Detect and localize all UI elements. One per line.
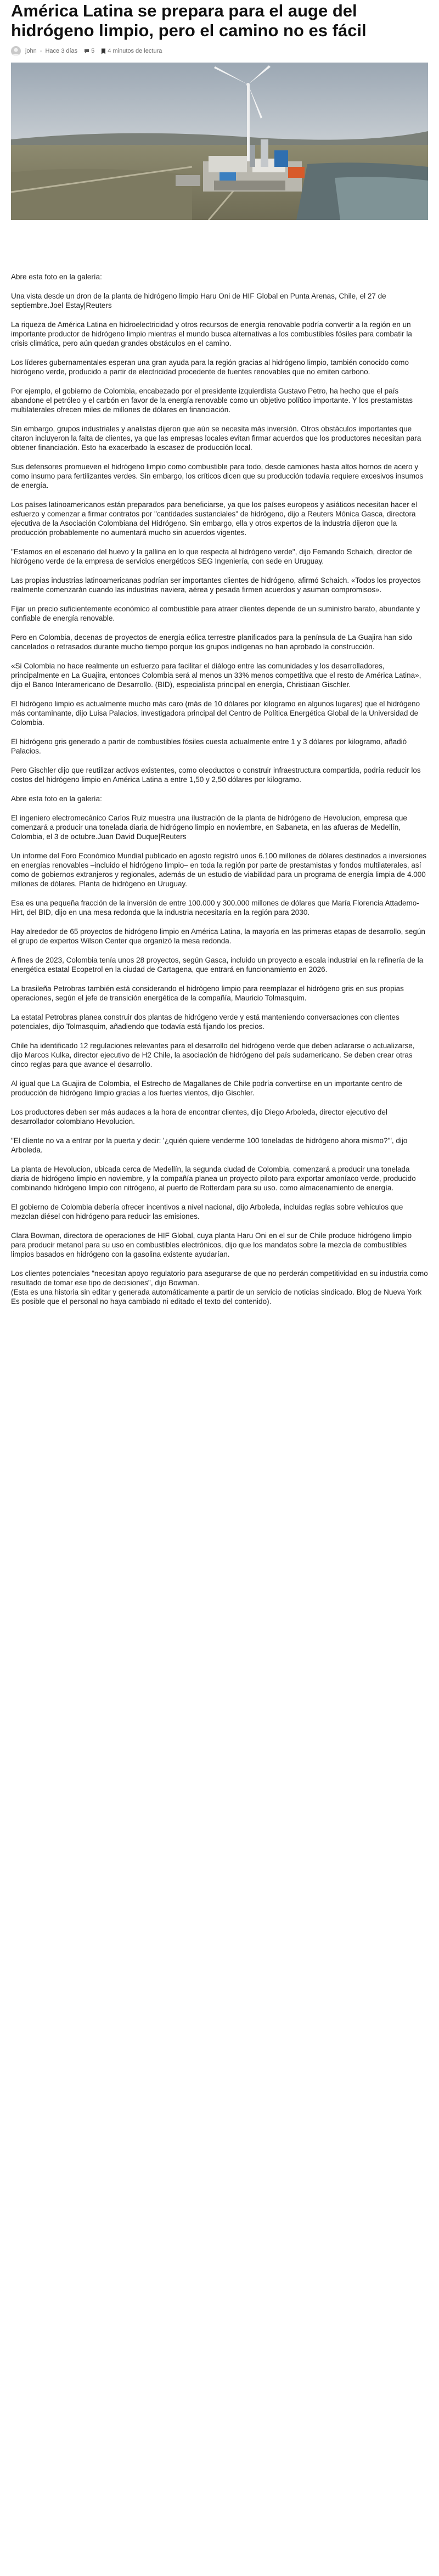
paragraph: Los líderes gubernamentales esperan una gran ayuda para la región gracias al hidrógeno limpio, también conocido como hidrógeno verde, producido a partir de electricidad procedente de fuentes renovables que no emiten carbono. (11, 358, 409, 376)
bookmark-icon (101, 48, 106, 54)
meta-separator: - (40, 48, 42, 54)
image-spacer (11, 220, 428, 272)
paragraph: Hay alrededor de 65 proyectos de hidrógeno limpio en América Latina, la mayoría en las primeras etapas de desarrollo, según el grupo de expertos Wilson Center que organizó la mesa redonda. (11, 927, 425, 945)
paragraph: Un informe del Foro Económico Mundial publicado en agosto registró unos 6.100 millones de dólares destinados a inversiones en energías renovables –incluido el hidrógeno limpio– en toda la región por parte de prestamistas y fondos multilaterales, así como de gobiernos extranjeros y regionales, además de un estudio de viabilidad para un programa de energía limpia de 4.000 millones de dólares. Planta de hidrógeno en Uruguay. (11, 852, 427, 888)
paragraph: Pero Gischler dijo que reutilizar activos existentes, como oleoductos o construir infraestructura compartida, podría reducir los costos del hidrógeno limpio en América Latina a entre 1,50 y 2,50 dólares por kilogramo. (11, 766, 421, 784)
paragraph: La estatal Petrobras planea construir dos plantas de hidrógeno verde y está manteniendo conversaciones con clientes potenciales, dijo Tolmasquim, añadiendo que todavía está fijando los precios. (11, 1013, 399, 1031)
paragraph: Sus defensores promueven el hidrógeno limpio como combustible para todo, desde camiones hasta altos hornos de acero y como insumo para fertilizantes verdes. Sin embargo, los críticos dicen que su producción todavía requiere excesivos insumos de energía. (11, 463, 424, 490)
article-title: América Latina se prepara para el auge del hidrógeno limpio, pero el camino no es fácil (11, 1, 367, 40)
paragraph: El hidrógeno limpio es actualmente mucho más caro (más de 10 dólares por kilogramo en algunos lugares) que el hidrógeno más contaminante, dijo Luisa Palacios, investigadora principal del Centro de Política Energética Global de la Universidad de Colombia. (11, 700, 420, 727)
hero-image (11, 63, 428, 220)
publish-date: Hace 3 días (45, 48, 78, 54)
paragraph: Los clientes potenciales "necesitan apoyo regulatorio para asegurarse de que no perderán competitividad en su industria como resultado de tomar ese tipo de decisiones", dijo Bowman. (Esta es una historia sin editar y generada automáticamente a partir de un servicio de noticias sindicado. Blog de Nueva York Es posible que el personal no haya cambiado ni editado el texto del contenido). (11, 1269, 428, 1306)
paragraph: El gobierno de Colombia debería ofrecer incentivos a nivel nacional, dijo Arboleda, incluidas reglas sobre vehículos que mezclan diésel con hidrógeno para reducir las emisiones. (11, 1203, 403, 1220)
comment-icon[interactable] (84, 48, 89, 54)
photo-caption: Una vista desde un dron de la planta de hidrógeno limpio Haru Oni de HIF Global en Punta Arenas, Chile, el 27 de septiembre.Joel Estay|Reuters (11, 292, 386, 310)
user-avatar-icon (11, 46, 21, 56)
paragraph: Pero en Colombia, decenas de proyectos de energía eólica terrestre planificados para la península de La Guajira han sido cancelados o retrasados durante mucho tiempo porque los grupos indígenas no han aprobado la construcción. (11, 633, 412, 651)
photo-caption: El ingeniero electromecánico Carlos Ruiz muestra una ilustración de la planta de hidrógeno de Hevolucion, empresa que comenzará a producir una tonelada diaria de hidrógeno limpio en noviembre, en Sabaneta, en las afueras de Medellín, Colombia, el 3 de octubre.Juan David Duque|Reuters (11, 814, 407, 841)
paragraph: Chile ha identificado 12 regulaciones relevantes para el desarrollo del hidrógeno verde que deben aclararse o actualizarse, dijo Marcos Kulka, director ejecutivo de H2 Chile, la asociación de hidrógeno del país sudamericano. Se deben crear otras cinco reglas para que avance el desarrollo. (11, 1042, 415, 1068)
paragraph: "Estamos en el escenario del huevo y la gallina en lo que respecta al hidrógeno verde", dijo Fernando Schaich, director de hidrógeno verde de la empresa de servicios energéticos SEG Ingeniería, con sede en Uruguay. (11, 548, 412, 565)
author-name[interactable]: john (25, 48, 37, 54)
paragraph: Por ejemplo, el gobierno de Colombia, encabezado por el presidente izquierdista Gustavo Petro, ha hecho que el país abandone el petróleo y el carbón en favor de la energía renovable como un objetivo político importante. Y los prestamistas multilaterales ofrecen miles de millones de dólares en financiación. (11, 387, 413, 414)
paragraph: A fines de 2023, Colombia tenía unos 28 proyectos, según Gasca, incluido un proyecto a escala industrial en la refinería de la energética estatal Ecopetrol en la ciudad de Cartagena, que entrará en funcionamiento en 2026. (11, 956, 424, 974)
paragraph: Las propias industrias latinoamericanas podrían ser importantes clientes de hidrógeno, afirmó Schaich. «Todos los proyectos realmente comenzarán cuando las industrias naviera, aérea y pesada firmen acuerdos y asuman compromisos». (11, 576, 421, 594)
paragraph: «Si Colombia no hace realmente un esfuerzo para facilitar el diálogo entre las comunidades y los desarrolladores, principalmente en La Guajira, entonces Colombia será al menos un 33% menos competitiva que el resto de América Latina», dijo el Banco Interamericano de Desarrollo. (BID), especialista principal en energía, Christiaan Gischler. (11, 662, 421, 689)
paragraph: Esa es una pequeña fracción de la inversión de entre 100.000 y 300.000 millones de dólares que María Florencia Attademo-Hirt, del BID, dijo en una mesa redonda que la industria necesitaría en la región para 2030. (11, 899, 419, 916)
paragraph: Al igual que La Guajira de Colombia, el Estrecho de Magallanes de Chile podría convertirse en un importante centro de producción de hidrógeno limpio gracias a los fuertes vientos, dijo Gischler. (11, 1079, 402, 1097)
paragraph: Fijar un precio suficientemente económico al combustible para atraer clientes depende de un suministro barato, abundante y confiable de energía renovable. (11, 605, 420, 622)
read-time: 4 minutos de lectura (108, 48, 162, 54)
article-body (11, 272, 428, 1306)
paragraph: Los productores deben ser más audaces a la hora de encontrar clientes, dijo Diego Arboleda, director ejecutivo del desarrollador colombiano Hevolucion. (11, 1108, 387, 1126)
paragraph: Clara Bowman, directora de operaciones de HIF Global, cuya planta Haru Oni en el sur de Chile produce hidrógeno limpio para producir metanol para su uso en combustibles electrónicos, dijo que los mandatos sobre la mezcla de combustibles limpios basados en hidrógeno con la gasolina existente ayudarían. (11, 1231, 412, 1258)
gallery-link[interactable]: Abre esta foto en la galería: (11, 795, 102, 803)
paragraph: La riqueza de América Latina en hidroelectricidad y otros recursos de energía renovable podría convertir a la región en un importante productor de hidrógeno limpio mientras el mundo busca alternativas a los combustibles fósiles para combatir la crisis climática, pero aún quedan grandes obstáculos en el camino. (11, 320, 412, 347)
article-meta (11, 45, 428, 57)
paragraph: Los países latinoamericanos están preparados para beneficiarse, ya que los países europeos y asiáticos necesitan hacer el esfuerzo y comenzar a firmar contratos por "cantidades sustanciales" de hidrógeno, dijo a Reuters Mónica Gasca, directora ejecutiva de la Asociación Colombiana del Hidrógeno. Sin embargo, ella y otros expertos de la industria dijeron que la producción probablemente no aumentará mucho sin acuerdos vigentes. (11, 500, 417, 537)
paragraph: La brasileña Petrobras también está considerando el hidrógeno limpio para reemplazar el hidrógeno gris en sus propias operaciones, según el jefe de transición energética de la compañía, Mauricio Tolmasquim. (11, 985, 404, 1002)
paragraph: Sin embargo, grupos industriales y analistas dijeron que aún se necesita más inversión. Otros obstáculos importantes que citaron incluyeron la falta de clientes, ya que las empresas locales evitan firmar acuerdos que los productores necesitan para obtener financiación. Esto ha exacerbado la escasez de producción local. (11, 425, 421, 452)
paragraph: "El cliente no va a entrar por la puerta y decir: '¿quién quiere venderme 100 toneladas de hidrógeno ahora mismo?'", dijo Arboleda. (11, 1137, 408, 1154)
comment-count[interactable]: 5 (91, 48, 95, 54)
paragraph: La planta de Hevolucion, ubicada cerca de Medellín, la segunda ciudad de Colombia, comenzará a producir una tonelada diaria de hidrógeno limpio en noviembre, y la compañía planea un proyecto piloto para exportar amoníaco verde, producido combinando hidrógeno limpio con nitrógeno, al puerto de Rotterdam para su uso. como almacenamiento de energía. (11, 1165, 416, 1192)
gallery-link[interactable]: Abre esta foto en la galería: (11, 273, 102, 281)
paragraph: El hidrógeno gris generado a partir de combustibles fósiles cuesta actualmente entre 1 y 3 dólares por kilogramo, añadió Palacios. (11, 738, 407, 755)
